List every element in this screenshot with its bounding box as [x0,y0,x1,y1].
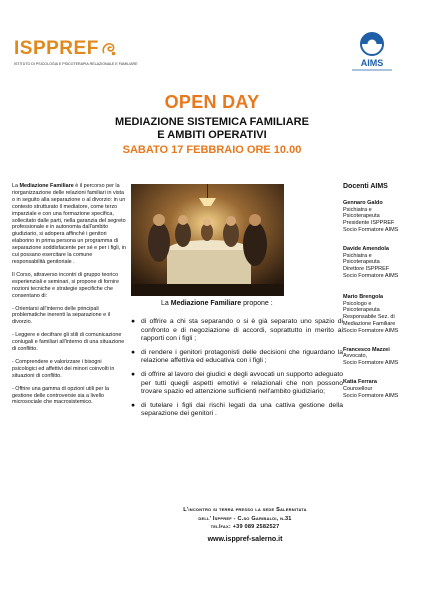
teacher-card [343,200,421,234]
intro-paragraph [12,183,127,266]
teacher-name: Katia Ferrara [343,378,377,385]
intro-rest: è il percorso per la riorganizzazione delle relazioni familiari in vista o in seguito alla separazione o al divorzio: in un contesto strutturato il mediatore, come terzo imparziale e con una formazione specifica, sollecitato dalle parti, nella garanzia del segreto professionale e in autonomia dall'ambito giudiziario, si adopera affinché i genitori elaborino in prima persona un programma di separazione soddisfacente per sé e per i figli, in cui possano esercitare la comune responsabilità genitoriale . [12,183,126,265]
teacher-card [343,347,421,367]
teacher-role: Socio Formatore AIMS [343,226,399,233]
teacher-card [343,246,421,280]
left-column [12,183,127,412]
footer [150,506,340,544]
teacher-role: Direttore ISPPREF [343,266,390,273]
teacher-name: Davide Amendola [343,245,389,252]
list-item-text: di offrire al lavoro dei giudici e degli avvocati un supporto adeguato per tutti quegli aspetti emotivi e relazionali che non possono trovare spazio ed attenzione sufficienti nell'ambito giudiziario; [141,370,343,396]
isppref-logo-text: ISPPREF [14,38,194,60]
page-title: OPEN DAY [164,92,260,112]
teacher-role: Psicoterapeuta [343,259,380,266]
objective-4: - Offrire una gamma di opzioni utili per la gestione delle controversie sia a livello microsociale che macrosistemico. [12,385,109,406]
list-item-text: di offrire a chi sta separando o si è già separato uno spazio di confronto e di negoziazione di accordi, soprattutto in merito ai rapporti con i figli ; [141,318,343,343]
teacher-role: Socio Formatore AIMS [343,392,399,399]
list-item [131,318,343,344]
intro-bold: Mediazione Familiare [19,183,74,189]
aims-logo-graphic [338,28,406,76]
isppref-tagline: ISTITUTO DI PSICOLOGIA E PSICOTERAPIA RELAZIONALE E FAMILIARE [14,62,138,66]
list-item-text: di rendere i genitori protagonisti delle decisioni che riguardano la relazione affettiva ed educativa con i figli ; [141,348,343,365]
teacher-card [343,294,421,335]
teacher-name: Mario Brengola [343,293,384,300]
bullet-icon: ● [131,401,136,409]
family-painting [131,184,284,296]
bullet-icon: ● [131,370,136,378]
teacher-card [343,379,421,399]
teacher-role: Psicoterapeuta [343,213,380,220]
aims-logo [338,28,406,76]
title-block [0,92,424,156]
teacher-role: Socio Formatore AIMS [343,327,399,334]
teachers-heading: Docenti AIMS [343,183,388,190]
subtitle-1: MEDIAZIONE SISTEMICA FAMILIARE [115,116,309,128]
teacher-role: Psicologo e [343,300,372,307]
teacher-name: Gennaro Galdo [343,199,383,206]
teacher-role: Socio Formatore AIMS [343,272,399,279]
address-line: dell' Isppref - C.so Garibaldi, n.31 [198,515,292,522]
phone-line: tel/fax: +39 089 2582527 [210,524,280,531]
teacher-role: Psicoterapeuta [343,307,380,314]
list-item [131,371,343,397]
teacher-role: Psichiatra e [343,206,372,213]
bullet-icon: ● [131,348,136,356]
isppref-logo [14,38,194,66]
teacher-name: Francesco Mazzei [343,346,390,353]
proposal-list [131,318,343,424]
objective-2: - Leggere e decifrare gli stili di comunicazione coniugali e familiari all'interno di una situazione di conflitto. [12,332,125,353]
teacher-role: Mediazione Familiare [343,320,396,327]
center-intro-bold: Mediazione Familiare [170,300,242,307]
objective-1: - Orientarsi all'interno delle principali problematiche inerenti la separazione e il divorzio. [12,305,110,326]
teacher-role: Avvocato, [343,353,368,360]
center-intro-prefix: La [161,300,171,307]
subtitle-2: E AMBITI OPERATIVI [157,129,267,141]
venue-line: L'incontro si terrà presso la sede Salernitata [183,507,307,513]
bullet-icon: ● [131,318,136,325]
teachers-column [343,184,421,411]
teacher-role: Psichiatra e [343,252,372,259]
center-intro-rest: propone : [241,300,273,307]
teacher-role: Responsabile Sez. di [343,314,395,321]
list-item-text: di tutelare i figli dai rischi legati da una cattiva gestione della separazione dei genitori . [141,401,343,418]
teacher-role: Counsellour [343,385,373,392]
teacher-role: Socio Formatore AIMS [343,360,399,367]
list-item [131,349,343,366]
intro-prefix: La [12,183,20,189]
family-painting-image [131,184,284,296]
website-link[interactable]: www.isppref-salerno.it [207,535,283,543]
aims-logo-text: AIMS [360,58,384,68]
objective-3: - Comprendere e valorizzare i bisogni psicologici ed affettivi dei minori coinvolti in situazioni di conflitto. [12,358,115,379]
course-paragraph: Il Corso, attraverso incontri di gruppo teorico esperienziali e seminari, si propone di fornire nozioni tecniche e strategie specifiche che consentano di: [12,271,119,299]
swirl-logo-icon [100,40,118,58]
list-item [131,402,343,419]
center-intro [161,300,273,307]
teacher-role: Presidente ISPPREF [343,220,395,227]
event-date: SABATO 17 FEBBRAIO ORE 10.00 [122,144,302,156]
